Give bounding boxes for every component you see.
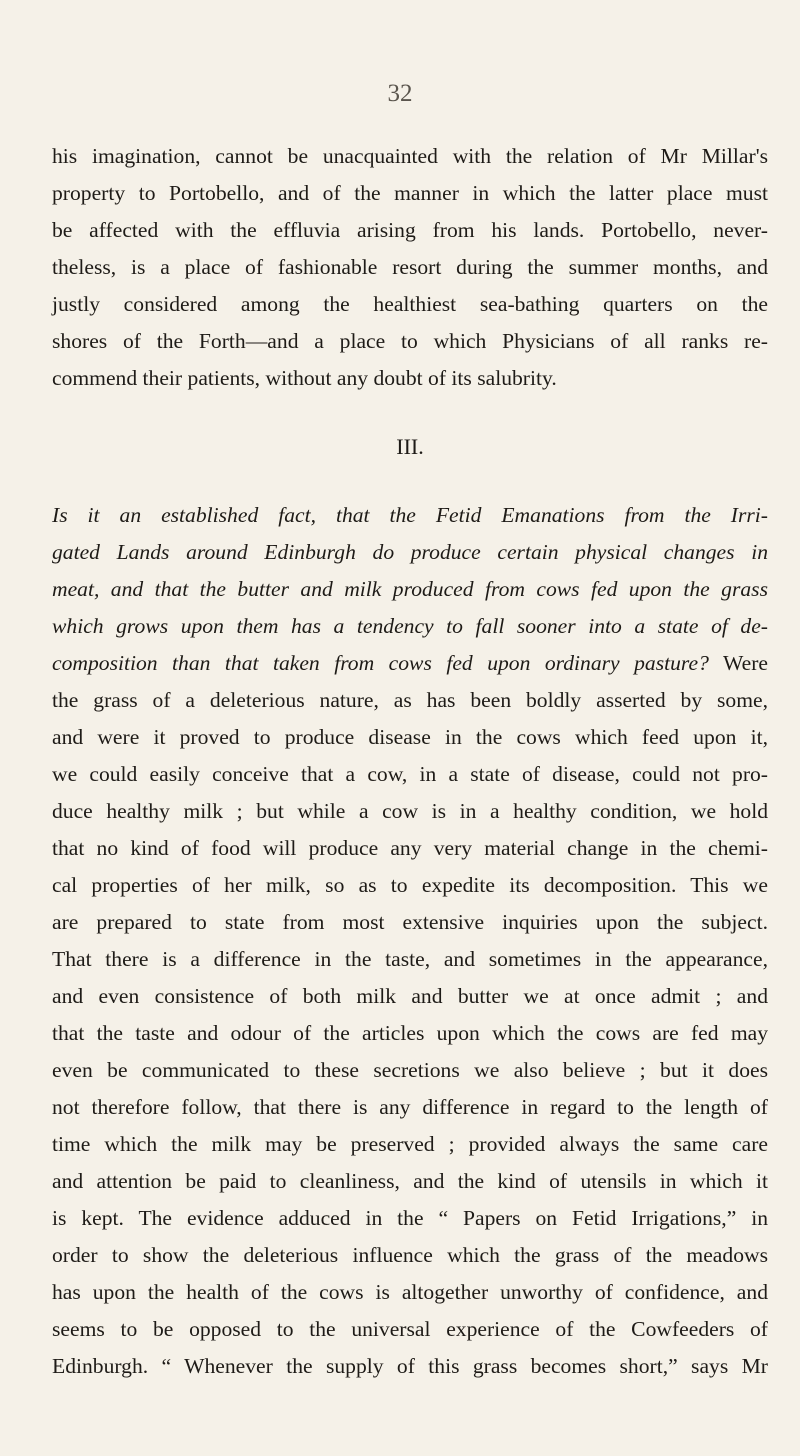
paragraph-2 <box>52 497 768 1385</box>
text-line: justly considered among the healthiest sea-bathing quarters on the <box>52 292 768 316</box>
text-line: even be communicated to these secretions we also believe ; but it does <box>52 1058 768 1082</box>
text-line: we could easily conceive that a cow, in a state of disease, could not pro- <box>52 762 768 786</box>
paragraph-1 <box>52 138 768 397</box>
text-line: theless, is a place of fashionable resort during the summer months, and <box>52 255 768 279</box>
question-tail: Were <box>722 651 768 675</box>
section-heading: III. <box>396 434 424 459</box>
text-line: is kept. The evidence adduced in the “ Papers on Fetid Irrigations,” in <box>52 1206 768 1230</box>
text-line: seems to be opposed to the universal experience of the Cowfeeders of <box>52 1317 768 1341</box>
text-line: and even consistence of both milk and butter we at once admit ; and <box>52 984 768 1008</box>
text-line: his imagination, cannot be unacquainted with the relation of Mr Millar's <box>52 144 768 168</box>
text-line: and attention be paid to cleanliness, and the kind of utensils in which it <box>52 1169 768 1193</box>
text-line: commend their patients, without any doubt of its salubrity. <box>52 366 557 390</box>
text-line: shores of the Forth—and a place to which Physicians of all ranks re- <box>52 329 768 353</box>
question-line: which grows upon them has a tendency to fall sooner into a state of de- <box>52 614 768 638</box>
question-line: gated Lands around Edinburgh do produce certain physical changes in <box>52 540 768 564</box>
text-line: and were it proved to produce disease in the cows which feed upon it, <box>52 725 768 749</box>
text-line: not therefore follow, that there is any difference in regard to the length of <box>52 1095 768 1119</box>
text-line: cal properties of her milk, so as to expedite its decomposition. This we <box>52 873 768 897</box>
text-line: order to show the deleterious influence which the grass of the meadows <box>52 1243 768 1267</box>
text-line: has upon the health of the cows is altogether unworthy of confidence, and <box>52 1280 768 1304</box>
question-end: composition than that taken from cows fed upon ordinary pasture? <box>52 651 709 675</box>
question-line: Is it an established fact, that the Fetid Emanations from the Irri- <box>52 503 768 527</box>
text-line: be affected with the effluvia arising from his lands. Portobello, never- <box>52 218 768 242</box>
text-line: are prepared to state from most extensive inquiries upon the subject. <box>52 910 768 934</box>
text-line: Edinburgh. “ Whenever the supply of this grass becomes short,” says Mr <box>52 1354 768 1378</box>
text-line: duce healthy milk ; but while a cow is in a healthy condition, we hold <box>52 799 768 823</box>
text-line: that the taste and odour of the articles upon which the cows are fed may <box>52 1021 768 1045</box>
page-number: 32 <box>387 80 413 107</box>
text-line: the grass of a deleterious nature, as has been boldly asserted by some, <box>52 688 768 712</box>
page-body <box>52 138 768 1385</box>
text-line: That there is a difference in the taste, and sometimes in the appearance, <box>52 947 768 971</box>
text-line: time which the milk may be preserved ; provided always the same care <box>52 1132 768 1156</box>
text-line: that no kind of food will produce any very material change in the chemi- <box>52 836 768 860</box>
text-line: property to Portobello, and of the manner in which the latter place must <box>52 181 768 205</box>
question-line: meat, and that the butter and milk produced from cows fed upon the grass <box>52 577 768 601</box>
question-final-line <box>52 645 768 682</box>
